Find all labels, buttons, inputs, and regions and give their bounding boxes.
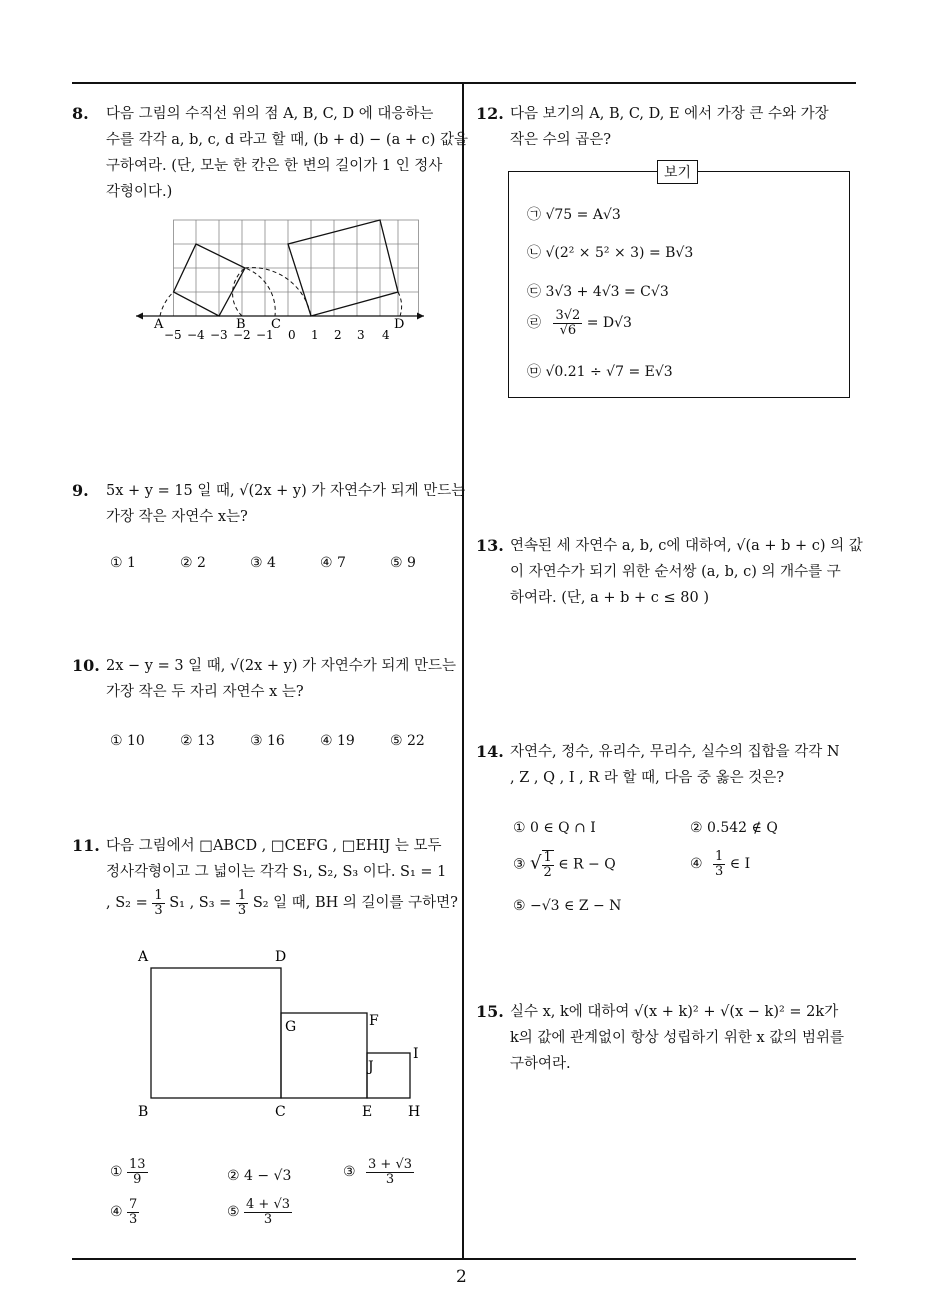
numerator: 4 + √3 — [246, 1197, 290, 1212]
choice-5[interactable]: ⑤ 9 — [390, 555, 416, 571]
label-A: A — [138, 949, 149, 965]
numerator: 1 — [715, 849, 724, 864]
arrow-right — [417, 313, 424, 320]
tick-label: 4 — [382, 328, 390, 342]
fraction — [713, 850, 725, 878]
question-number: 11. — [72, 836, 100, 855]
question-text: 정사각형이고 그 넓이는 각각 S₁, S₂, S₃ 이다. S₁ = 1 — [106, 864, 447, 880]
label-E: E — [362, 1104, 373, 1120]
choice-1[interactable]: ① 0 ∈ Q ∩ I — [513, 820, 596, 836]
label-H: H — [408, 1104, 421, 1120]
label-I: I — [413, 1046, 419, 1062]
denominator: 3 — [154, 902, 163, 918]
choice-1[interactable]: ① 1 — [110, 555, 136, 571]
choice-3[interactable] — [513, 850, 616, 879]
question-text: , Z , Q , I , R 라 할 때, 다음 중 옳은 것은? — [510, 770, 785, 786]
question-text: 수를 각각 a, b, c, d 라고 할 때, (b + d) − (a + c) 값을 — [106, 132, 468, 148]
q14-choices — [513, 818, 853, 918]
tick-label: −1 — [256, 328, 274, 342]
squares-figure — [130, 945, 430, 1125]
question-text: 다음 보기의 A, B, C, D, E 에서 가장 큰 수와 가장 — [510, 106, 829, 122]
question-text: 이 자연수가 되기 위한 순서쌍 (a, b, c) 의 개수를 구 — [510, 564, 841, 580]
tick-label: 3 — [357, 328, 365, 342]
fraction — [127, 1158, 148, 1186]
arrow-left — [136, 313, 143, 320]
q11-choices — [110, 1158, 450, 1238]
denominator: 3 — [715, 863, 724, 879]
q9-choices — [110, 555, 450, 575]
label-D: D — [275, 949, 287, 965]
bogi-item-4 — [527, 309, 632, 337]
page-number: 2 — [456, 1267, 467, 1287]
point-A-label: A — [154, 317, 164, 332]
question-text: 자연수, 정수, 유리수, 무리수, 실수의 집합을 각각 N — [510, 744, 840, 760]
choice-3[interactable]: ③ 4 — [250, 555, 276, 571]
fraction — [366, 1158, 414, 1186]
choice-rest: ∈ R − Q — [558, 856, 616, 873]
label-G: G — [285, 1019, 297, 1035]
fraction — [542, 850, 554, 879]
choice-mark: ④ — [690, 856, 703, 873]
numerator: 13 — [129, 1157, 146, 1172]
question-number: 9. — [72, 481, 89, 500]
choice-5[interactable]: ⑤ −√3 ∈ Z − N — [513, 898, 622, 914]
fraction — [244, 1198, 292, 1226]
numerator: 1 — [543, 850, 552, 865]
numerator: 3 + √3 — [368, 1157, 412, 1172]
question-text: 다음 그림에서 □ABCD , □CEFG , □EHIJ 는 모두 — [106, 838, 442, 854]
choice-3[interactable] — [343, 1158, 414, 1186]
item-rest: = D√3 — [586, 315, 632, 332]
question-text-line3 — [106, 889, 458, 917]
denominator: 3 — [129, 1211, 138, 1227]
bottom-rule — [72, 1258, 856, 1260]
fraction — [236, 889, 248, 917]
point-D-label: D — [394, 317, 405, 332]
question-text: k의 값에 관계없이 항상 성립하기 위한 x 값의 범위를 — [510, 1030, 844, 1046]
denominator: 3 — [385, 1171, 395, 1187]
choice-2[interactable]: ② 13 — [180, 733, 215, 749]
point-B-label: B — [236, 317, 246, 332]
tick-label: 0 — [288, 328, 296, 342]
choice-1[interactable]: ① 10 — [110, 733, 145, 749]
denominator: √6 — [559, 322, 577, 338]
text: , S₂ = — [106, 895, 148, 912]
choice-2[interactable]: ② 0.54̇2̇ ∉ Q — [690, 820, 778, 836]
question-text: 구하여라. (단, 모눈 한 칸은 한 변의 길이가 1 인 정사 — [106, 158, 443, 174]
column-divider — [462, 82, 464, 1260]
choice-5[interactable]: ⑤ 22 — [390, 733, 425, 749]
tick-label: 2 — [334, 328, 342, 342]
label-J: J — [368, 1059, 374, 1075]
question-text: 5x + y = 15 일 때, √(2x + y) 가 자연수가 되게 만드는 — [106, 483, 466, 499]
numerator: 1 — [154, 888, 163, 903]
choice-3[interactable]: ③ 16 — [250, 733, 285, 749]
numerator: 3√2 — [555, 308, 581, 323]
denominator: 2 — [543, 864, 552, 880]
bogi-item-5: ㉤ √0.21 ÷ √7 = E√3 — [527, 364, 673, 380]
fraction — [152, 889, 164, 917]
choice-4[interactable]: ④ 7 — [320, 555, 346, 571]
choice-5[interactable] — [227, 1198, 292, 1226]
numerator: 1 — [237, 888, 247, 903]
label-F: F — [369, 1013, 379, 1029]
question-number: 8. — [72, 104, 89, 123]
question-text: 가장 작은 자연수 x는? — [106, 509, 248, 525]
numerator: 7 — [129, 1197, 138, 1212]
choice-1[interactable] — [110, 1158, 148, 1186]
bogi-item-2: ㉡ √(2² × 5² × 3) = B√3 — [527, 245, 694, 261]
choice-4[interactable] — [110, 1198, 139, 1226]
question-number: 14. — [476, 742, 504, 761]
bogi-item-3: ㉢ 3√3 + 4√3 = C√3 — [527, 284, 669, 300]
sqrt-sign: √ — [530, 852, 542, 874]
squares — [151, 968, 410, 1098]
fraction — [127, 1198, 139, 1226]
question-text: 다음 그림의 수직선 위의 점 A, B, C, D 에 대응하는 — [106, 106, 434, 122]
label-B: B — [138, 1104, 149, 1120]
label-C: C — [275, 1104, 286, 1120]
question-text: 연속된 세 자연수 a, b, c에 대하여, √(a + b + c) 의 값 — [510, 538, 863, 554]
tick-label: −2 — [233, 328, 251, 342]
item-mark: ㉣ — [527, 315, 541, 332]
choice-4[interactable] — [690, 850, 750, 878]
choice-mark: ③ — [513, 856, 526, 873]
tick-label: −3 — [210, 328, 228, 342]
question-text: 실수 x, k에 대하여 √(x + k)² + √(x − k)² = 2k가 — [510, 1004, 839, 1020]
question-number: 10. — [72, 656, 100, 675]
tick-label: 1 — [311, 328, 319, 342]
choice-mark: ① — [110, 1164, 123, 1181]
tick-label: −5 — [164, 328, 182, 342]
fraction — [553, 309, 582, 337]
denominator: 3 — [263, 1211, 273, 1227]
question-text: 구하여라. — [510, 1056, 571, 1072]
number-line-figure — [130, 212, 430, 346]
question-text: 가장 작은 두 자리 자연수 x 는? — [106, 684, 304, 700]
question-text: 각형이다.) — [106, 184, 173, 200]
question-text: 2x − y = 3 일 때, √(2x + y) 가 자연수가 되게 만드는 — [106, 658, 457, 674]
question-text: 하여라. (단, a + b + c ≤ 80 ) — [510, 590, 709, 606]
choice-4[interactable]: ④ 19 — [320, 733, 355, 749]
bogi-title: 보기 — [657, 160, 698, 184]
choice-mark: ④ — [110, 1204, 123, 1221]
text: S₂ 일 때, BH 의 길이를 구하면? — [252, 895, 458, 912]
bogi-item-1: ㉠ √75 = A√3 — [527, 207, 621, 223]
question-text: 작은 수의 곱은? — [510, 132, 612, 148]
question-number: 15. — [476, 1002, 504, 1021]
denominator: 9 — [133, 1171, 142, 1187]
text: S₁ , S₃ = — [169, 895, 232, 912]
question-number: 13. — [476, 536, 504, 555]
denominator: 3 — [237, 902, 247, 918]
tick-label: −4 — [187, 328, 205, 342]
choice-2[interactable]: ② 2 — [180, 555, 206, 571]
point-C-label: C — [271, 317, 281, 332]
choice-2[interactable]: ② 4 − √3 — [227, 1168, 292, 1184]
top-rule — [72, 82, 856, 84]
q10-choices — [110, 733, 450, 753]
question-number: 12. — [476, 104, 504, 123]
choice-rest: ∈ I — [729, 856, 751, 873]
choice-mark: ③ — [343, 1164, 356, 1181]
choice-mark: ⑤ — [227, 1204, 240, 1221]
